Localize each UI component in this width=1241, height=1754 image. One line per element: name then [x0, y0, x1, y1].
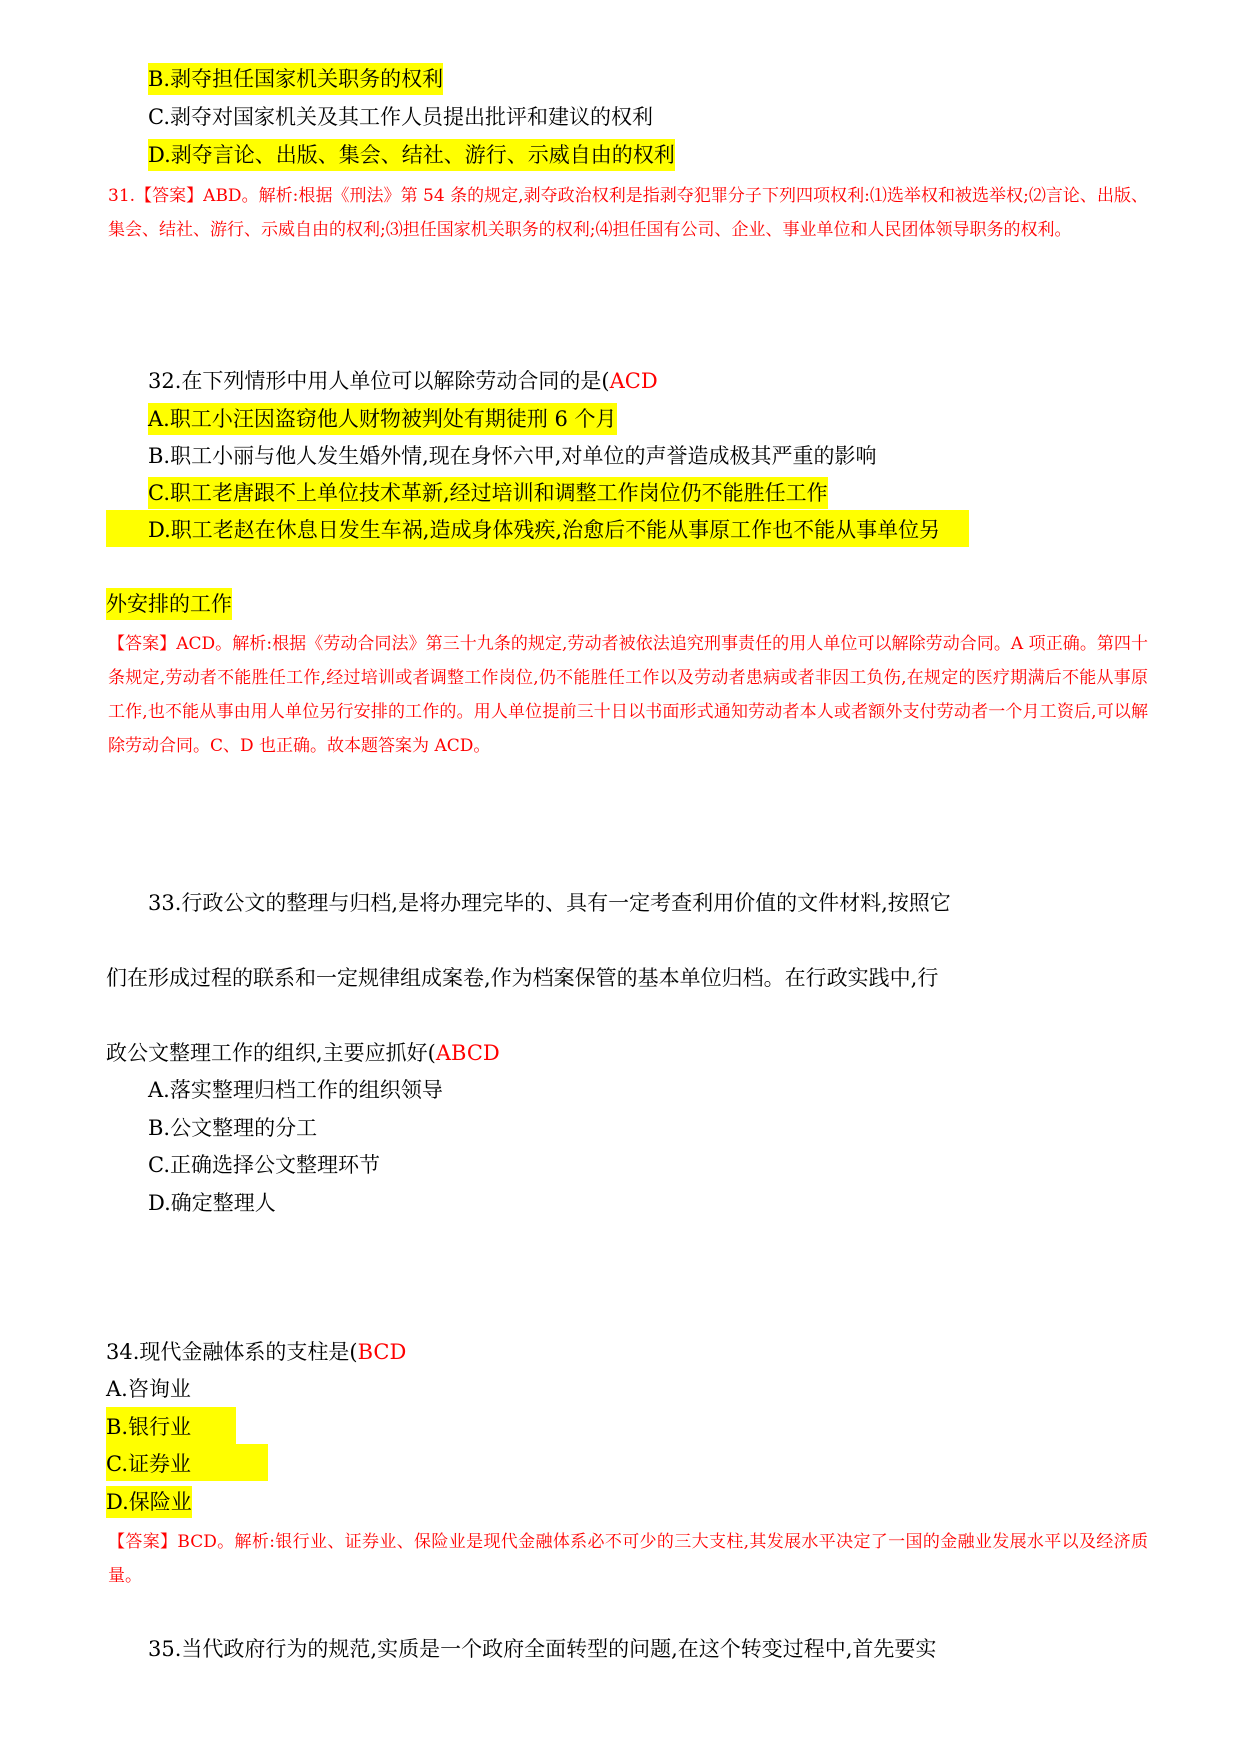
q32-option-c: C.职工老唐跟不上单位技术革新,经过培训和调整工作岗位仍不能胜任工作: [148, 477, 828, 509]
q33-option-d: D.确定整理人: [148, 1191, 276, 1215]
q32-option-d-line1: D.职工老赵在休息日发生车祸,造成身体残疾,治愈后不能从事原工作也不能从事单位另: [148, 518, 941, 542]
q31-option-d: D.剥夺言论、出版、集会、结社、游行、示威自由的权利: [148, 139, 675, 171]
q33-stem-line1: 33.行政公文的整理与归档,是将办理完毕的、具有一定考查利用价值的文件材料,按照它: [148, 891, 951, 915]
q32-option-b: B.职工小丽与他人发生婚外情,现在身怀六甲,对单位的声誉造成极其严重的影响: [148, 444, 877, 468]
q33-stem-line3: [106, 1037, 500, 1069]
q31-option-b: B.剥夺担任国家机关职务的权利: [148, 63, 443, 95]
q34-option-d: D.保险业: [106, 1486, 192, 1518]
q31-option-c: C.剥夺对国家机关及其工作人员提出批评和建议的权利: [148, 105, 653, 129]
q33-stem-line2: 们在形成过程的联系和一定规律组成案卷,作为档案保管的基本单位归档。在行政实践中,行: [106, 966, 939, 990]
q34-option-c: C.证券业: [106, 1452, 191, 1476]
q32-option-d-line2: 外安排的工作: [106, 588, 232, 620]
q33-option-b: B.公文整理的分工: [148, 1116, 318, 1140]
q34-explanation: 【答案】BCD。解析:银行业、证券业、保险业是现代金融体系必不可少的三大支柱,其发展水平决定了一国的金融业发展水平以及经济质量。: [108, 1532, 1148, 1586]
q33-option-a: A.落实整理归档工作的组织领导: [148, 1078, 443, 1102]
q33-answer: ABCD: [435, 1041, 500, 1065]
q32-stem: [148, 365, 658, 397]
q34-option-a: A.咨询业: [106, 1377, 191, 1401]
q34-stem: [106, 1336, 406, 1368]
q34-answer: BCD: [357, 1340, 407, 1364]
q32-stem-text: 32.在下列情形中用人单位可以解除劳动合同的是(: [148, 369, 610, 393]
q32-answer: ACD: [609, 369, 658, 393]
q34-stem-text: 34.现代金融体系的支柱是(: [106, 1340, 358, 1364]
q33-option-c: C.正确选择公文整理环节: [148, 1153, 380, 1177]
q32-explanation: 【答案】ACD。解析:根据《劳动合同法》第三十九条的规定,劳动者被依法追究刑事责任的用人单位可以解除劳动合同。A 项正确。第四十条规定,劳动者不能胜任工作,经过培训或者调整工作岗位,仍不能胜任工作以及劳动者患病或者非因工负伤,在规定的医疗期满后不能从事原工作,也不能从事由用人单位另行安排的工作的。用人单位提前三十日以书面形式通知劳动者本人或者额外支付劳动者一个月工资后,可以解除劳动合同。C、D 也正确。故本题答案为 ACD。: [108, 634, 1148, 756]
q31-explanation: 31.【答案】ABD。解析:根据《刑法》第 54 条的规定,剥夺政治权利是指剥夺犯罪分子下列四项权利:⑴选举权和被选举权;⑵言论、出版、集会、结社、游行、示威自由的权利;⑶担任国家机关职务的权利;⑷担任国有公司、企业、事业单位和人民团体领导职务的权利。: [108, 186, 1148, 240]
q33-stem-line3-text: 政公文整理工作的组织,主要应抓好(: [106, 1041, 436, 1065]
q35-stem: 35.当代政府行为的规范,实质是一个政府全面转型的问题,在这个转变过程中,首先要实: [148, 1637, 937, 1661]
q32-option-a: A.职工小汪因盗窃他人财物被判处有期徒刑 6 个月: [148, 403, 617, 435]
q34-option-b: B.银行业: [106, 1415, 192, 1439]
